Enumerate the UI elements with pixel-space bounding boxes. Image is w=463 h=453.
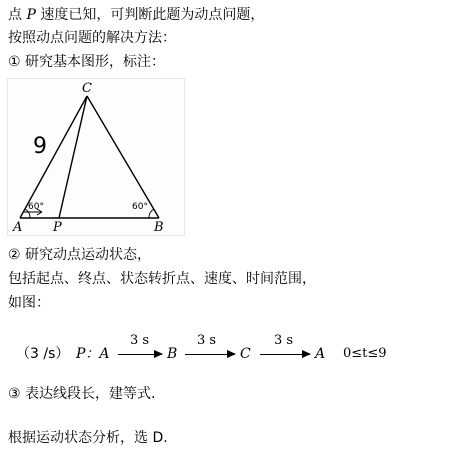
flow-time-range: 0≤t≤9	[343, 346, 387, 361]
text-line-5: 包括起点、终点、状态转折点、速度、时间范围，	[8, 271, 316, 287]
motion-flow-diagram	[8, 333, 458, 367]
angle-a-label: 60°	[28, 202, 44, 212]
side-length-label: 9	[33, 134, 47, 159]
flow-speed: （3 /s）	[16, 346, 70, 362]
flow-step3-time: 3 s	[274, 333, 294, 348]
text-line-1	[8, 6, 264, 24]
flow-step3-end: A	[315, 346, 326, 362]
flow-step2-end: C	[240, 346, 251, 362]
flow-step1-time: 3 s	[130, 333, 150, 348]
vertex-a-label: A	[13, 220, 23, 235]
flow-point-start: P：A	[76, 346, 110, 362]
point-p-var: P	[26, 7, 36, 23]
text-line-3: ① 研究基本图形，标注：	[8, 54, 166, 70]
text-line-4: ② 研究动点运动状态，	[8, 247, 152, 263]
text-line-2: 按照动点问题的解决方法：	[8, 30, 176, 46]
text-line-7: ③ 表达线段长，建等式.	[8, 386, 156, 402]
flow-arrow-1	[118, 354, 162, 355]
flow-step1-end: B	[167, 346, 178, 362]
angle-b-label: 60°	[132, 202, 148, 212]
vertex-b-label: B	[154, 220, 164, 235]
vertex-p-label: P	[53, 220, 62, 235]
flow-arrow-3	[260, 354, 310, 355]
flow-step2-time: 3 s	[197, 333, 217, 348]
line1-prefix: 点	[8, 7, 27, 23]
line1-suffix: 速度已知，可判断此题为动点问题，	[35, 7, 265, 23]
text-line-6: 如图：	[8, 295, 50, 311]
vertex-c-label: C	[82, 81, 92, 96]
triangle-figure	[7, 78, 185, 236]
flow-arrow-2	[185, 354, 235, 355]
text-line-8: 根据运动状态分析，选 D.	[8, 430, 168, 446]
